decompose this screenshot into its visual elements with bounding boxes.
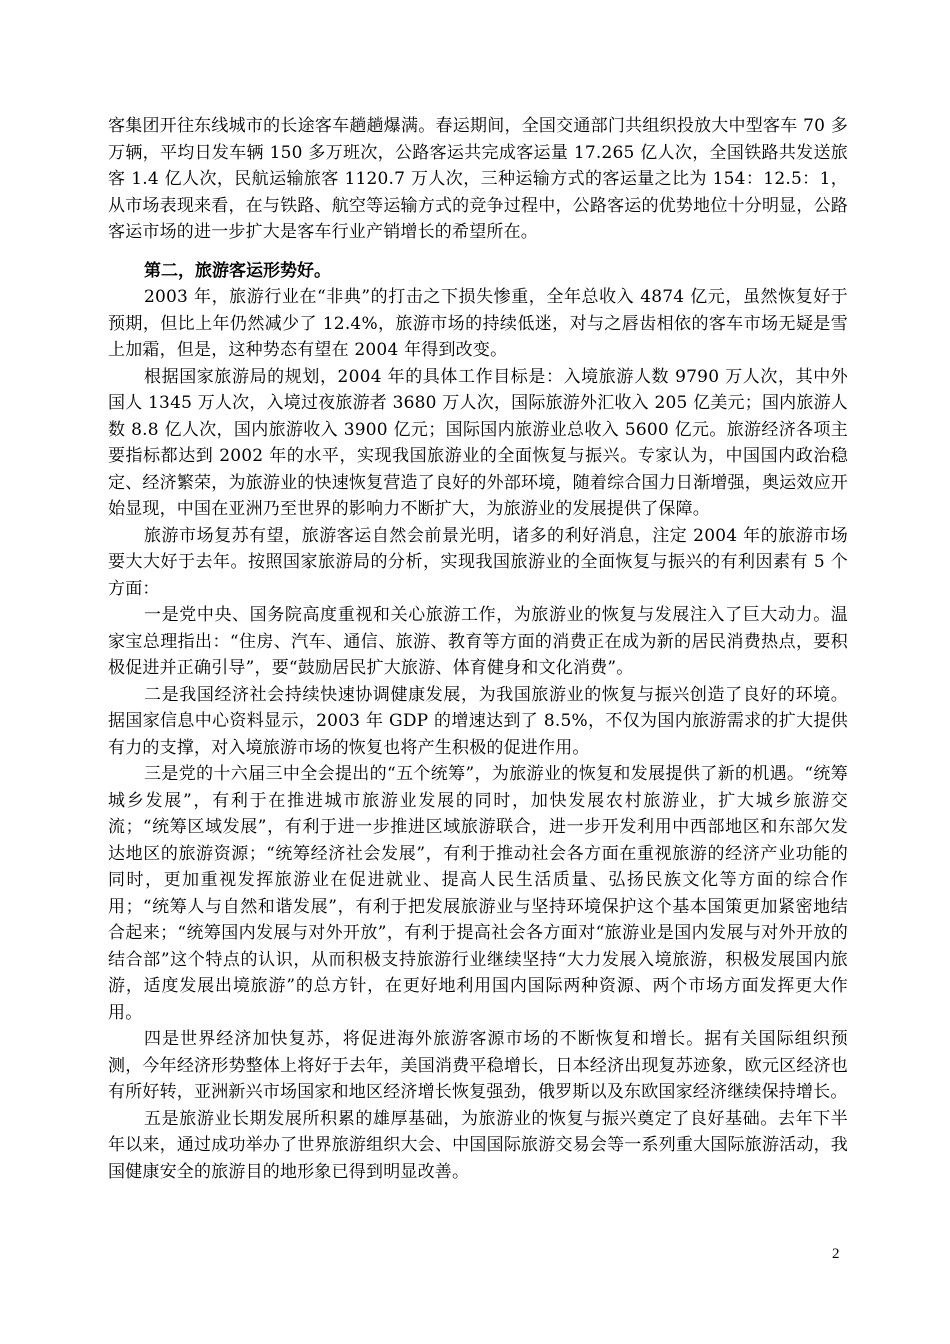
paragraph-factor-four: 四是世界经济加快复苏，将促进海外旅游客源市场的不断恢复和增长。据有关国际组织预测，今年经济形势整体上将好于去年，美国消费平稳增长，日本经济出现复苏迹象，欧元区经济也有所好转，亚洲新兴市场国家和地区经济增长恢复强劲，俄罗斯以及东欧国家经济继续保持增长。: [108, 1029, 848, 1102]
paragraph-factor-five: 五是旅游业长期发展所积累的雄厚基础，为旅游业的恢复与振兴奠定了良好基础。去年下半年以来，通过成功举办了世界旅游组织大会、中国国际旅游交易会等一系列重大国际旅游活动，我国健康安全的旅游目的地形象已得到明显改善。: [108, 1108, 848, 1182]
page-number: 2: [832, 1246, 840, 1262]
paragraph-factor-two: 二是我国经济社会持续快速协调健康发展，为我国旅游业的恢复与振兴创造了良好的环境。据国家信息中心资料显示，2003 年 GDP 的增速达到了 8.5%，不仅为国内旅游需求的扩大提供有力的支撑，对入境旅游市场的恢复也将产生积极的促进作用。: [108, 684, 848, 758]
section-heading-tourism: 第二，旅游客运形势好。: [144, 260, 331, 281]
paragraph-intercity-bus: 客集团开往东线城市的长途客车趟趟爆满。春运期间，全国交通部门共组织投放大中型客车 70 多万辆，平均日发车辆 150 多万班次，公路客运共完成客运量 17.265 亿人次，全国铁路共发送旅客 1.4 亿人次，民航运输旅客 1120.7 万人次，三种运输方式的客运量之比为 154：12.5：1，从市场表现来看，在与铁路、航空等运输方式的竞争过程中，公路客运的优势地位十分明显，公路客运市场的进一步扩大是客车行业产销增长的希望所在。: [108, 116, 848, 242]
paragraph-2003-tourism: 2003 年，旅游行业在“非典”的打击之下损失惨重，全年总收入 4874 亿元，虽然恢复好于预期，但比上年仍然减少了 12.4%，旅游市场的持续低迷，对与之唇齿相依的客车市场无疑是雪上加霜，但是，这种势态有望在 2004 年得到改变。: [108, 287, 848, 360]
paragraph-2004-targets: 根据国家旅游局的规划，2004 年的具体工作目标是：入境旅游人数 9790 万人次，其中外国人 1345 万人次，入境过夜旅游者 3680 万人次，国际旅游外汇收入 205 亿美元；国内旅游人数 8.8 亿人次，国内旅游收入 3900 亿元；国际国内旅游业总收入 5600 亿元。旅游经济各项主要指标都达到 2002 年的水平，实现我国旅游业的全面恢复与振兴。专家认为，中国国内政治稳定、经济繁荣，为旅游业的快速恢复营造了良好的外部环境，随着综合国力日渐增强，奥运效应开始显现，中国在亚洲乃至世界的影响力不断扩大，为旅游业的发展提供了保障。: [108, 366, 848, 519]
document-page: [108, 113, 848, 1185]
paragraph-factor-three: 三是党的十六届三中全会提出的“五个统筹”，为旅游业的恢复和发展提供了新的机遇。“统筹城乡发展”，有利于在推进城市旅游业发展的同时，加快发展农村旅游业，扩大城乡旅游交流；“统筹区域发展”，有利于进一步推进区域旅游联合，进一步开发利用中西部地区和东部欠发达地区的旅游资源；“统筹经济社会发展”，有利于推动社会各方面在重视旅游的经济产业功能的同时，更加重视发挥旅游业在促进就业、提高人民生活质量、弘扬民族文化等方面的综合作用；“统筹人与自然和谐发展”，有利于把发展旅游业与坚持环境保护这个基本国策更加紧密地结合起来；“统筹国内发展与对外开放”，有利于提高社会各方面对“旅游业是国内发展与对外开放的结合部”这个特点的认识，从而积极支持旅游行业继续坚持“大力发展入境旅游，积极发展国内旅游，适度发展出境旅游”的总方针，在更好地利用国内国际两种资源、两个市场方面发挥更大作用。: [108, 764, 848, 1023]
paragraph-market-recovery: 旅游市场复苏有望，旅游客运自然会前景光明，诸多的利好消息，注定 2004 年的旅游市场要大大好于去年。按照国家旅游局的分析，实现我国旅游业的全面恢复与振兴的有利因素有 5 个方面：: [108, 525, 848, 599]
paragraph-factor-one: 一是党中央、国务院高度重视和关心旅游工作，为旅游业的恢复与发展注入了巨大动力。温家宝总理指出：“住房、汽车、通信、旅游、教育等方面的消费正在成为新的居民消费热点，要积极促进并正确引导”，要“鼓励居民扩大旅游、体育健身和文化消费”。: [108, 605, 848, 678]
